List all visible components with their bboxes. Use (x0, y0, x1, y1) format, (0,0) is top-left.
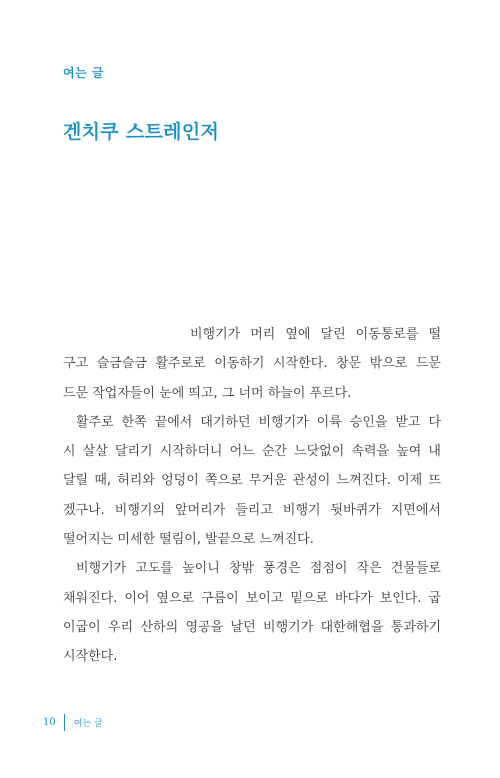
body-line: 채워진다. 이어 옆으로 구름이 보이고 밑으로 바다가 보인다. 굽 (63, 590, 441, 606)
body-line: 비행기가 고도를 높이니 창밖 풍경은 점점이 작은 건물들로 (76, 561, 441, 577)
body-line: 시작한다. (63, 649, 118, 665)
section-label: 여는 글 (63, 66, 104, 80)
body-line: 떨어지는 미세한 떨림이, 발끝으로 느껴진다. (63, 532, 314, 548)
body-text (63, 320, 441, 672)
body-line: 활주로 한쪽 끝에서 대기하던 비행기가 이륙 승인을 받고 다 (76, 414, 441, 430)
body-line: 겠구나. 비행기의 앞머리가 들리고 비행기 뒷바퀴가 지면에서 (63, 502, 441, 518)
body-line: 시 살살 달리기 시작하더니 어느 순간 느닷없이 속력을 높여 내 (63, 444, 441, 460)
running-head: 여는 글 (73, 718, 103, 729)
page-footer (43, 713, 103, 731)
body-line: 비행기가 머리 옆에 달린 이동통로를 떨 (190, 327, 441, 342)
chapter-title: 겐치쿠 스트레인저 (63, 121, 220, 143)
body-line: 이굽이 우리 산하의 영공을 날던 비행기가 대한해협을 통과하기 (63, 619, 441, 635)
body-line: 드문 작업자들이 눈에 띄고, 그 너머 하늘이 푸르다. (63, 385, 352, 401)
body-line: 구고 슬금슬금 활주로로 이동하기 시작한다. 창문 밖으로 드문 (63, 356, 441, 372)
page-number: 10 (43, 716, 56, 728)
body-line: 달릴 때, 허리와 엉덩이 쪽으로 무거운 관성이 느껴진다. 이제 뜨 (63, 473, 441, 489)
footer-divider (64, 714, 65, 731)
